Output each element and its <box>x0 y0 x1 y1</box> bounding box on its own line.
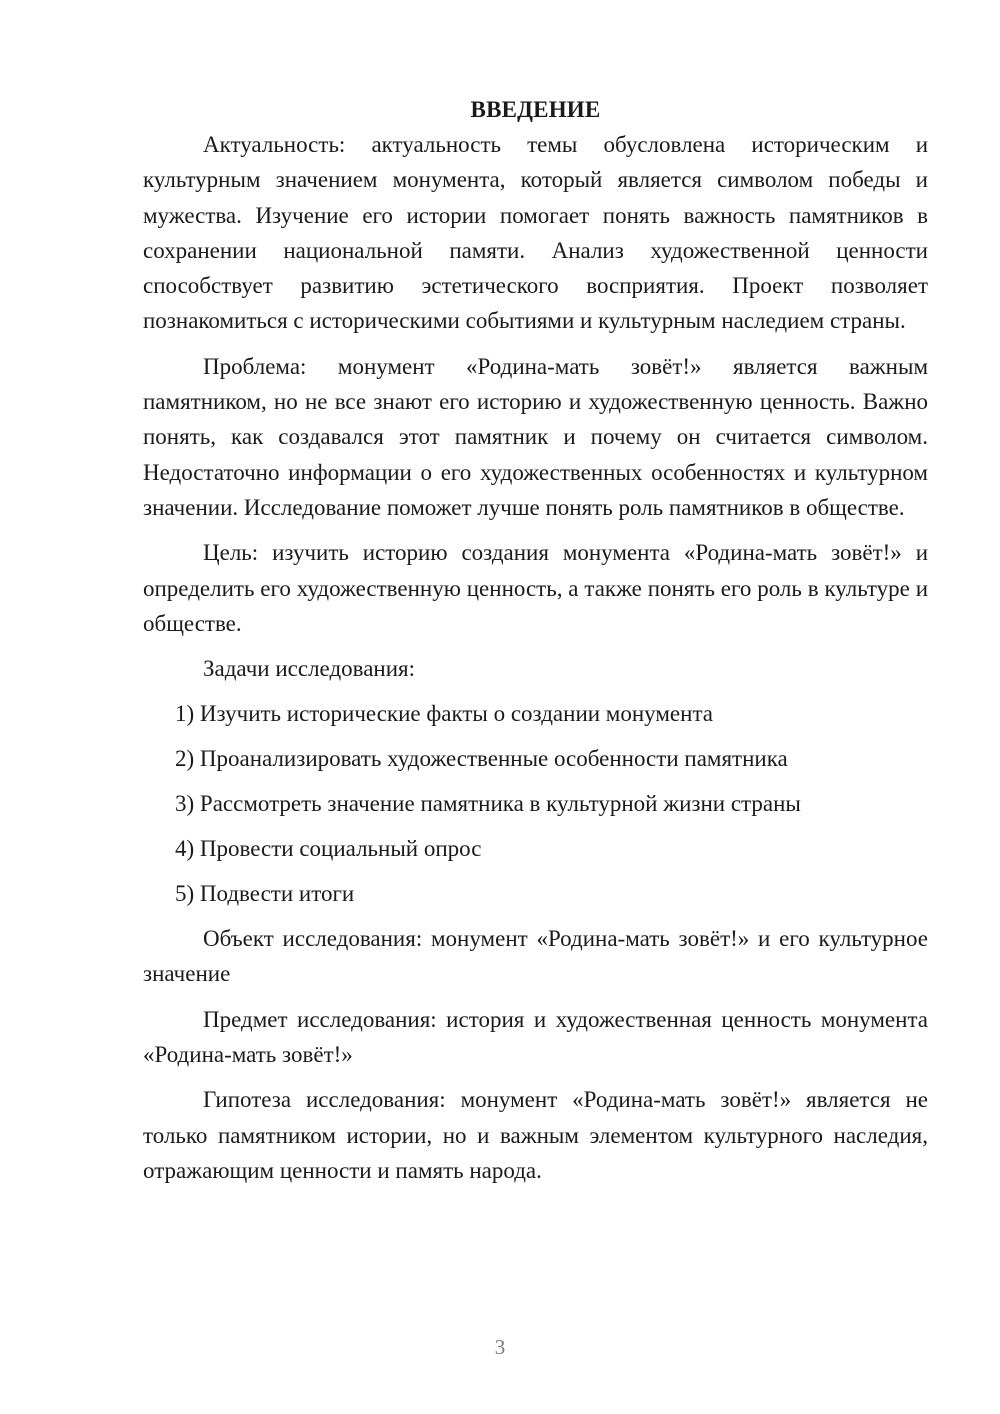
page-number: 3 <box>494 1335 506 1359</box>
document-page <box>143 92 928 1198</box>
problem-paragraph: Проблема: монумент «Родина-мать зовёт!» является важным памятником, но не все знают его историю и художественную ценность. Важно понять, как создавался этот памятник и почему он считается символом. Недостаточно информации о его художественных особенностях и культурном значении. Исследование поможет лучше понять роль памятников в обществе. <box>143 353 928 520</box>
hypothesis-paragraph: Гипотеза исследования: монумент «Родина-мать зовёт!» является не только памятником истории, но и важным элементом культурного наследия, отражающим ценности и память народа. <box>143 1087 928 1183</box>
goal-paragraph: Цель: изучить историю создания монумента «Родина-мать зовёт!» и определить его художественную ценность, а также понять его роль в культуре и обществе. <box>143 540 928 636</box>
page-title: ВВЕДЕНИЕ <box>470 97 601 122</box>
tasks-title: Задачи исследования: <box>203 656 416 682</box>
list-item: 4) Провести социальный опрос <box>175 836 482 862</box>
relevance-paragraph: Актуальность: актуальность темы обусловлена историческим и культурным значением монумента, который является символом победы и мужества. Изучение его истории помогает понять важность памятников в сохранении национальной памяти. Анализ художественной ценности способствует развитию эстетического восприятия. Проект позволяет познакомиться с историческими событиями и культурным наследием страны. <box>143 132 928 334</box>
list-item: 2) Проанализировать художественные особенности памятника <box>175 746 788 772</box>
subject-paragraph: Предмет исследования: история и художественная ценность монумента «Родина-мать зовёт!» <box>143 1006 928 1068</box>
object-paragraph: Объект исследования: монумент «Родина-мать зовёт!» и его культурное значение <box>143 926 928 987</box>
list-item: 1) Изучить исторические факты о создании монумента <box>175 701 713 727</box>
list-item: 5) Подвести итоги <box>175 881 355 907</box>
list-item: 3) Рассмотреть значение памятника в культурной жизни страны <box>175 791 801 817</box>
tasks-list <box>143 696 928 911</box>
